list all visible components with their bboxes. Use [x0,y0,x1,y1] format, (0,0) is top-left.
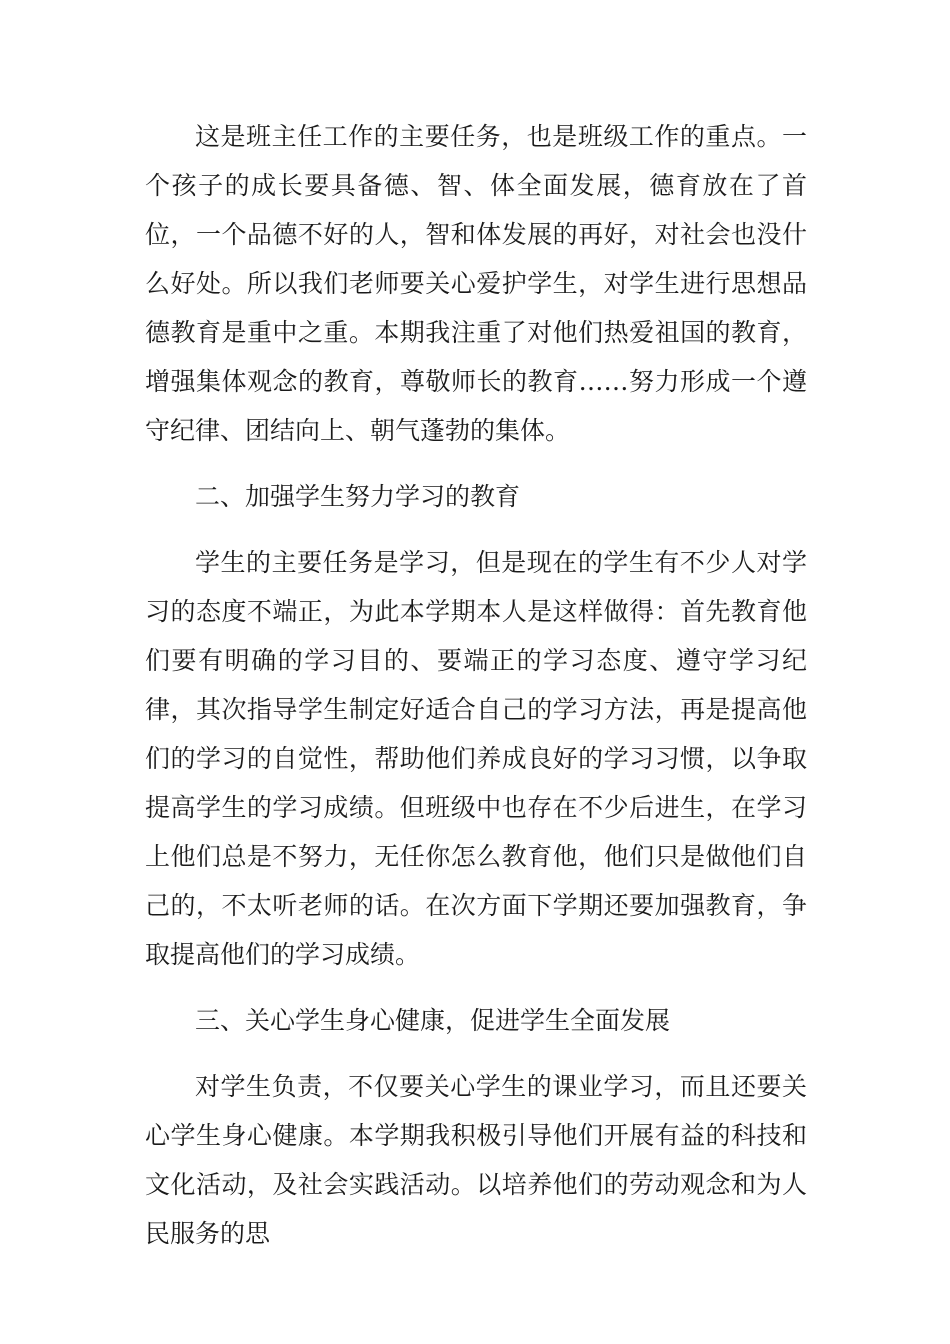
document-body [145,112,807,1275]
paragraph-study-education: 学生的主要任务是学习，但是现在的学生有不少人对学习的态度不端正，为此本学期本人是这样做得：首先教育他们要有明确的学习目的、要端正的学习态度、遵守学习纪律，其次指导学生制定好适合自己的学习方法，再是提高他们的学习的自觉性，帮助他们养成良好的学习习惯，以争取提高学生的学习成绩。但班级中也存在不少后进生，在学习上他们总是不努力，无任你怎么教育他，他们只是做他们自己的，不太听老师的话。在次方面下学期还要加强教育，争取提高他们的学习成绩。 [145,548,807,969]
paragraph-health: 对学生负责，不仅要关心学生的课业学习，而且还要关心学生身心健康。本学期我积极引导他们开展有益的科技和文化活动，及社会实践活动。以培养他们的劳动观念和为人民服务的思 [145,1072,807,1248]
section-heading-study-education: 二、加强学生努力学习的教育 [195,482,521,511]
section-heading-health: 三、关心学生身心健康，促进学生全面发展 [195,1006,671,1035]
paragraph-moral-education: 这是班主任工作的主要任务，也是班级工作的重点。一个孩子的成长要具备德、智、体全面发展，德育放在了首位，一个品德不好的人，智和体发展的再好，对社会也没什么好处。所以我们老师要关心爱护学生，对学生进行思想品德教育是重中之重。本期我注重了对他们热爱祖国的教育，增强集体观念的教育，尊敬师长的教育……努力形成一个遵守纪律、团结向上、朝气蓬勃的集体。 [145,122,807,445]
